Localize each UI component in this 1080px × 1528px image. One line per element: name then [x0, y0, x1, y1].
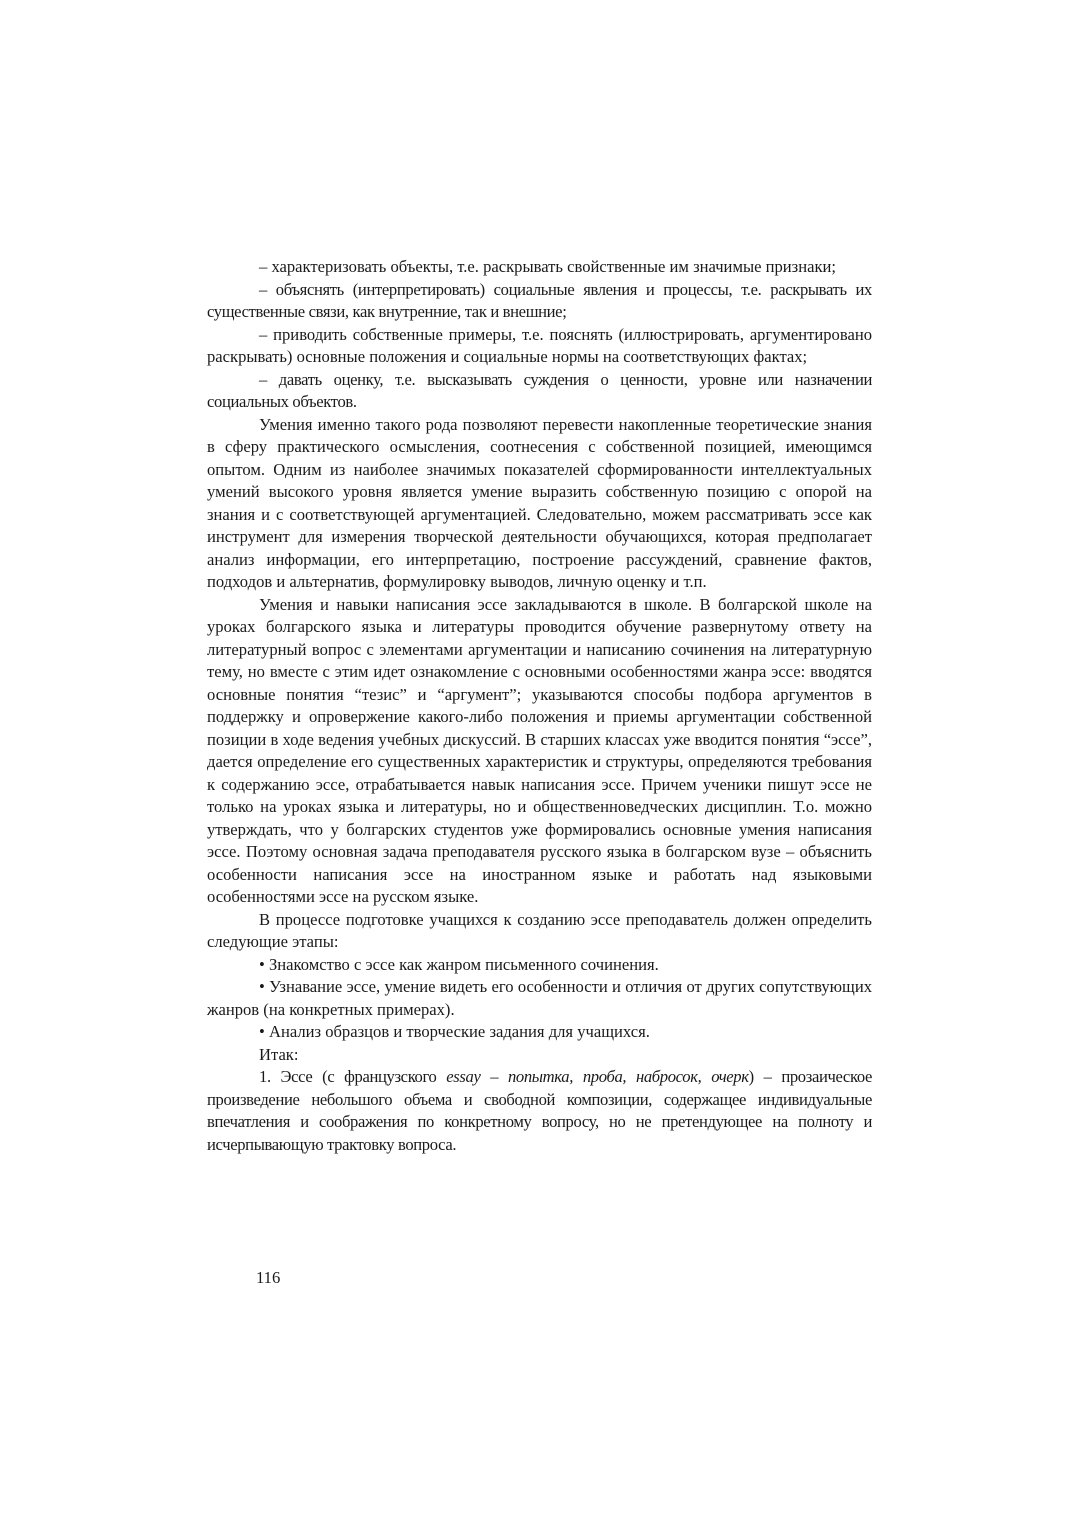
definition-term: essay – попытка, проба, набросок, очерк	[446, 1067, 749, 1086]
definition-paragraph	[207, 1066, 872, 1156]
bullet-item: • Знакомство с эссе как жанром письменного сочинения.	[259, 954, 659, 974]
page-number: 116	[256, 1268, 281, 1287]
list-item: – приводить собственные примеры, т.е. пояснять (иллюстрировать, аргументировано раскрывать) основные положения и социальные нормы на соответствующих фактах;	[207, 324, 872, 366]
conclusion-word: Итак:	[259, 1044, 299, 1064]
list-item: – характеризовать объекты, т.е. раскрывать свойственные им значимые признаки;	[259, 257, 837, 276]
document-body	[207, 256, 872, 1156]
paragraph: В процессе подготовке учащихся к созданию эссе преподаватель должен определить следующие этапы:	[207, 909, 872, 951]
definition-lead: 1. Эссе (с французского	[259, 1067, 447, 1086]
bullet-item: • Узнавание эссе, умение видеть его особенности и отличия от других сопутствующих жанров (на конкретных примерах).	[207, 977, 872, 1019]
paragraph: Умения и навыки написания эссе закладываются в школе. В болгарской школе на уроках болгарского языка и литературы проводится обучение развернутому ответу на литературный вопрос с элементами аргументации и написанию сочинения на литературную тему, но вместе с этим идет ознакомление с основными особенностями жанра эссе: вводятся основные понятия “тезис” и “аргумент”; указываются способы подбора аргументов в поддержку и опровержение какого-либо положения и приемы аргументации собственной позиции в ходе ведения учебных дискуссий. В старших классах уже вводится понятия “эссе”, дается определение его существенных характеристик и структуры, определяются требования к содержанию эссе, отрабатывается навык написания эссе. Причем ученики пишут эссе не только на уроках языка и литературы, но и общественноведческих дисциплин. Т.о. можно утверждать, что у болгарских студентов уже формировались основные умения написания эссе. Поэтому основная задача преподавателя русского языка в болгарском вузе – объяснить особенности написания эссе на иностранном языке и работать над языковыми особенностями эссе на русском языке.	[207, 594, 872, 906]
bullet-item: • Анализ образцов и творческие задания для учащихся.	[259, 1022, 650, 1041]
list-item: – давать оценку, т.е. высказывать суждения о ценности, уровне или назначении социальных объектов.	[207, 369, 872, 411]
definition-rest: ) – прозаическое произведение небольшого объема и свободной композиции, содержащее индивидуальные впечатления и соображения по конкретному вопросу, но не претендующее на полноту и исчерпывающую трактовку вопроса.	[207, 1067, 872, 1154]
paragraph: Умения именно такого рода позволяют перевести накопленные теоретические знания в сферу практического осмысления, соотнесения с собственной позицией, имеющимся опытом. Одним из наиболее значимых показателей сформированности интеллектуальных умений высокого уровня является умение выразить собственную позицию с опорой на знания и с соответствующей аргументацией. Следовательно, можем рассматривать эссе как инструмент для измерения творческой деятельности обучающихся, которая предполагает анализ информации, его интерпретацию, построение рассуждений, сравнение фактов, подходов и альтернатив, формулировку выводов, личную оценку и т.п.	[207, 414, 872, 591]
list-item: – объяснять (интерпретировать) социальные явления и процессы, т.е. раскрывать их существенные связи, как внутренние, так и внешние;	[207, 279, 872, 321]
